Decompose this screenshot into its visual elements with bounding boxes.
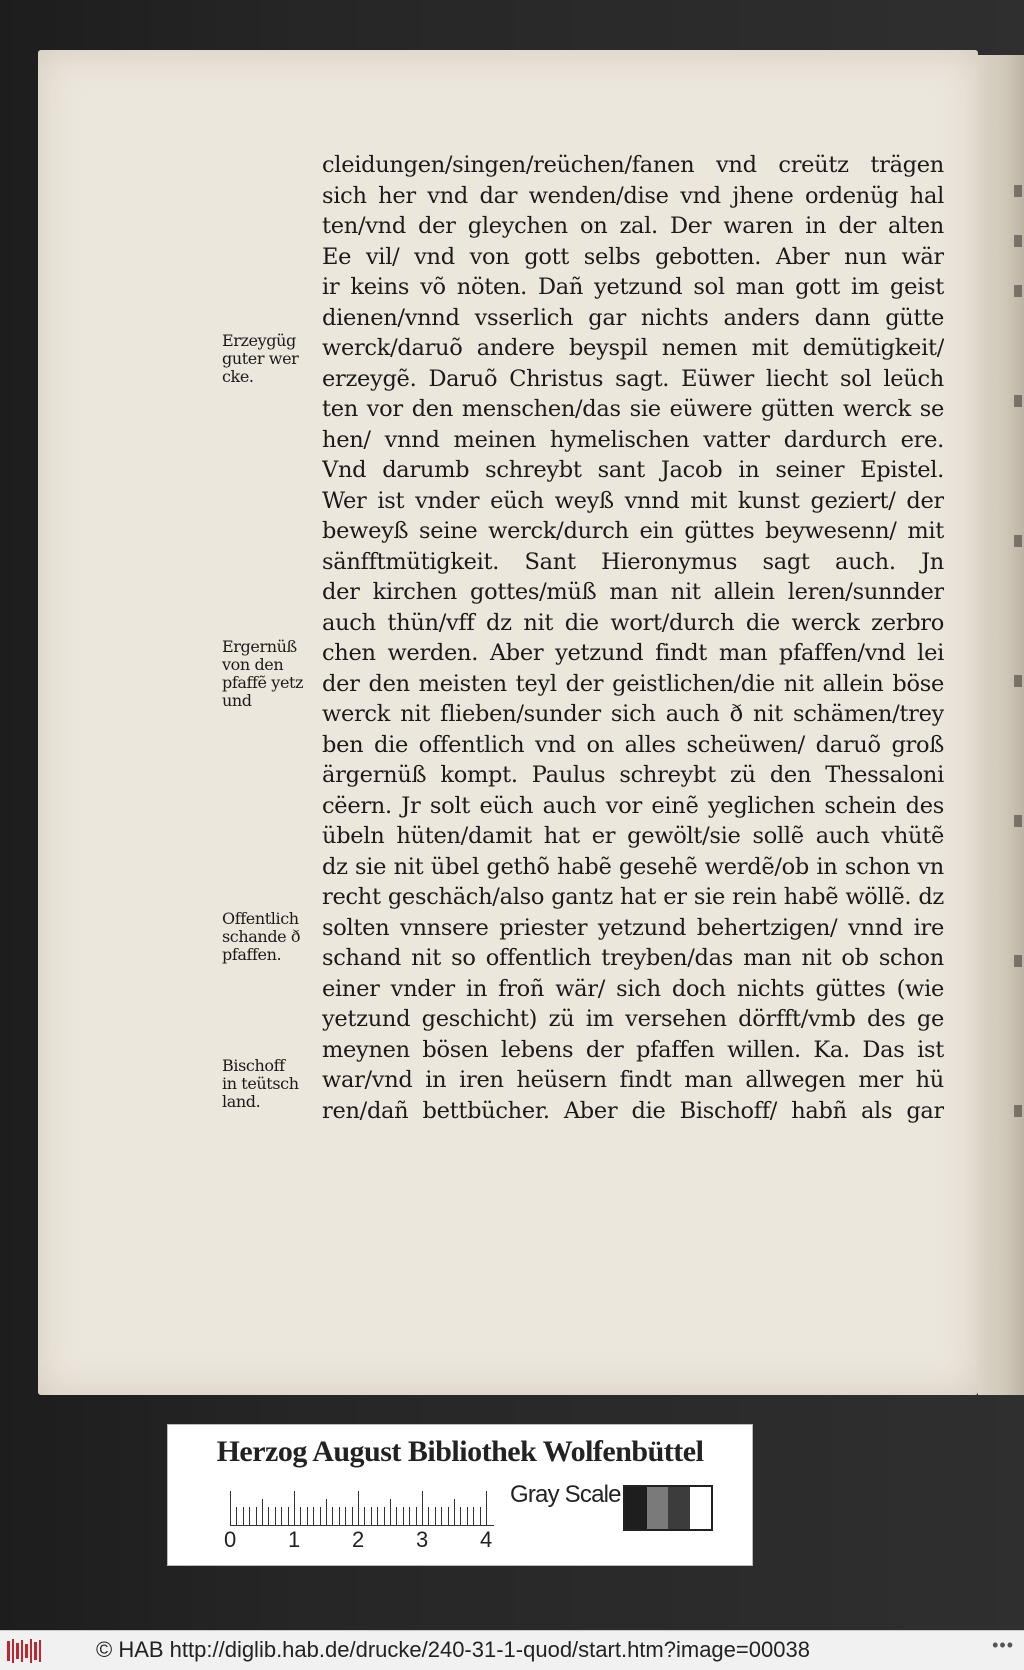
library-title: Herzog August Bibliothek Wolfenbüttel xyxy=(216,1435,704,1468)
ruler-tick xyxy=(416,1507,417,1525)
margin-note-line: land. xyxy=(222,1092,261,1111)
edge-mark xyxy=(1014,235,1022,247)
ruler-tick xyxy=(281,1507,282,1525)
ruler-tick xyxy=(460,1507,461,1525)
main-text-block xyxy=(322,150,944,1126)
text-line: Wer ist vnder eüch weyß vnnd mit kunst geziert/ der xyxy=(322,487,944,514)
ruler-tick xyxy=(262,1499,263,1525)
margin-note-line: guter wer xyxy=(222,349,299,368)
text-line: chen werden. Aber yetzund findt man pfaffen/vnd lei xyxy=(322,640,944,666)
margin-note-line: Bischoff xyxy=(222,1056,285,1075)
margin-note-line: Offentlich xyxy=(222,909,299,928)
ruler-tick xyxy=(422,1491,423,1525)
ruler-tick xyxy=(300,1507,301,1525)
ruler-tick xyxy=(339,1507,340,1525)
text-line: Ee vil/ vnd von gott selbs gebotten. Aber nun wär xyxy=(322,243,944,270)
color-reference-card xyxy=(167,1424,753,1566)
ruler-number: 3 xyxy=(416,1527,429,1552)
text-line: dienen/vnnd vsserlich gar nichts anders dann gütte xyxy=(322,304,944,331)
ruler-tick xyxy=(377,1507,378,1525)
text-line: der kirchen gottes/müß man nit allein leren/sunnder xyxy=(322,579,944,605)
text-line: erzeygẽ. Daruõ Christus sagt. Eüwer liecht sol leüch xyxy=(322,365,944,392)
text-line: werck nit flieben/sunder sich auch ð nit schämen/trey xyxy=(322,701,944,727)
margin-note xyxy=(222,332,322,386)
ruler-tick xyxy=(403,1507,404,1525)
gray-scale-label: Gray Scale xyxy=(510,1481,621,1508)
status-bar xyxy=(0,1630,1024,1670)
next-page-edge xyxy=(978,55,1024,1395)
ruler-number: 4 xyxy=(480,1527,493,1552)
ruler-tick xyxy=(473,1507,474,1525)
ruler-tick xyxy=(249,1507,250,1525)
ruler-tick xyxy=(467,1507,468,1525)
margin-note-line: in teütsch xyxy=(222,1074,299,1093)
ruler-tick xyxy=(230,1491,231,1525)
ruler-tick xyxy=(313,1507,314,1525)
edge-mark xyxy=(1014,395,1022,407)
text-line: ärgernüß kompt. Paulus schreybt zü den Thessaloni xyxy=(322,762,944,788)
gray-swatch xyxy=(625,1487,647,1529)
ruler-tick xyxy=(307,1507,308,1525)
text-line: sich her vnd dar wenden/dise vnd jhene ordenüg hal xyxy=(322,182,944,209)
edge-mark xyxy=(1014,185,1022,197)
text-line: ir keins võ nöten. Dañ yetzund sol man gott im geist xyxy=(322,274,944,300)
text-line: dz sie nit übel gethõ habẽ gesehẽ werdẽ/ob in schon vn xyxy=(322,853,944,880)
margin-note-line: pfaffẽ yetz xyxy=(222,673,304,692)
gray-swatch xyxy=(647,1487,669,1529)
text-line: meynen bösen lebens der pfaffen willen. Ka. Das ist xyxy=(322,1036,944,1063)
source-url[interactable]: © HAB http://diglib.hab.de/drucke/240-31-1-quod/start.htm?image=00038 xyxy=(96,1637,810,1662)
edge-mark xyxy=(1014,1105,1022,1117)
ruler-tick xyxy=(294,1491,295,1525)
more-options-icon[interactable]: ••• xyxy=(992,1635,1014,1655)
margin-note xyxy=(222,638,322,710)
text-line: sänfftmütigkeit. Sant Hieronymus sagt auch. Jn xyxy=(322,548,944,575)
text-line: cleidungen/singen/reüchen/fanen vnd creütz trägen xyxy=(322,152,944,178)
text-line: ten/vnd der gleychen on zal. Der waren in der alten xyxy=(322,213,944,239)
ruler-tick xyxy=(326,1499,327,1525)
text-line: ten vor den menschen/das sie eüwere gütten werck se xyxy=(322,396,944,422)
text-line: einer vnder in froñ wär/ sich doch nichts güttes (wie xyxy=(322,975,944,1002)
text-line: war/vnd in iren heüsern findt man allwegen mer hü xyxy=(322,1067,944,1093)
margin-note xyxy=(222,1057,322,1111)
text-line: ben die offentlich vnd on alles scheüwen/ daruõ groß xyxy=(322,731,944,758)
ruler-tick xyxy=(345,1507,346,1525)
ruler-tick xyxy=(364,1507,365,1525)
hab-logo-icon xyxy=(6,1638,46,1664)
text-line: beweyß seine werck/durch ein güttes beywesenn/ mit xyxy=(322,518,944,544)
text-line: übeln hüten/damit hat er gewölt/sie sollẽ auch vhütẽ xyxy=(322,823,944,849)
ruler-tick xyxy=(441,1507,442,1525)
text-line: der den meisten teyl der geistlichen/die nit allein böse xyxy=(322,670,944,697)
text-line: Vnd darumb schreybt sant Jacob in seiner Epistel. xyxy=(322,457,944,483)
ruler-tick xyxy=(448,1507,449,1525)
margin-note-line: von den xyxy=(222,655,284,674)
edge-mark xyxy=(1014,285,1022,297)
margin-note-line: schande ð xyxy=(222,927,301,946)
ruler-tick xyxy=(435,1507,436,1525)
ruler-tick xyxy=(409,1507,410,1525)
ruler-tick xyxy=(428,1507,429,1525)
ruler-tick xyxy=(288,1507,289,1525)
edge-mark xyxy=(1014,955,1022,967)
margin-note-line: und xyxy=(222,691,252,710)
ruler-tick xyxy=(396,1507,397,1525)
text-line: werck/daruõ andere beyspil nemen mit demütigkeit/ xyxy=(322,335,944,361)
edge-mark xyxy=(1014,815,1022,827)
ruler-tick xyxy=(454,1499,455,1525)
text-line: solten vnnsere priester yetzund behertzigen/ vnnd ire xyxy=(322,914,944,941)
ruler-tick xyxy=(256,1507,257,1525)
ruler-tick xyxy=(332,1507,333,1525)
ruler-tick xyxy=(384,1507,385,1525)
ruler-baseline xyxy=(230,1525,494,1526)
ruler-number: 2 xyxy=(352,1527,365,1552)
text-line: ren/dañ bettbücher. Aber die Bischoff/ habñ als gar xyxy=(322,1097,944,1124)
ruler-number: 1 xyxy=(288,1527,301,1552)
margin-note-line: cke. xyxy=(222,367,254,386)
ruler-tick xyxy=(236,1507,237,1525)
ruler-tick xyxy=(268,1507,269,1525)
ruler-tick xyxy=(352,1507,353,1525)
margin-note-line: Erzeygüg xyxy=(222,331,296,350)
ruler-tick xyxy=(480,1507,481,1525)
margin-note-line: Ergernüß xyxy=(222,637,297,656)
text-line: cëern. Jr solt eüch auch vor einẽ yeglichen schein des xyxy=(322,792,944,819)
ruler-tick xyxy=(371,1507,372,1525)
ruler-tick xyxy=(358,1491,359,1525)
margin-note xyxy=(222,910,322,964)
ruler-tick xyxy=(320,1507,321,1525)
gray-scale-swatches xyxy=(623,1485,713,1531)
text-line: recht geschäch/also gantz hat er sie rein habẽ wöllẽ. dz xyxy=(322,884,944,910)
text-line: auch thün/vff dz nit die wort/durch die werck zerbro xyxy=(322,609,944,636)
gray-swatch xyxy=(690,1487,712,1529)
ruler-tick xyxy=(486,1491,487,1525)
ruler-tick xyxy=(243,1507,244,1525)
text-line: schand nit so offentlich treyben/das man nit ob schon xyxy=(322,945,944,971)
text-line: hen/ vnnd meinen hymelischen vatter dardurch ere. xyxy=(322,426,944,453)
edge-mark xyxy=(1014,675,1022,687)
ruler-tick xyxy=(275,1507,276,1525)
edge-mark xyxy=(1014,535,1022,547)
text-line: yetzund geschicht) zü im versehen dörfft/vmb des ge xyxy=(322,1006,944,1032)
ruler-number: 0 xyxy=(224,1527,237,1552)
gray-swatch xyxy=(668,1487,690,1529)
ruler-tick xyxy=(390,1499,391,1525)
margin-note-line: pfaffen. xyxy=(222,945,282,964)
